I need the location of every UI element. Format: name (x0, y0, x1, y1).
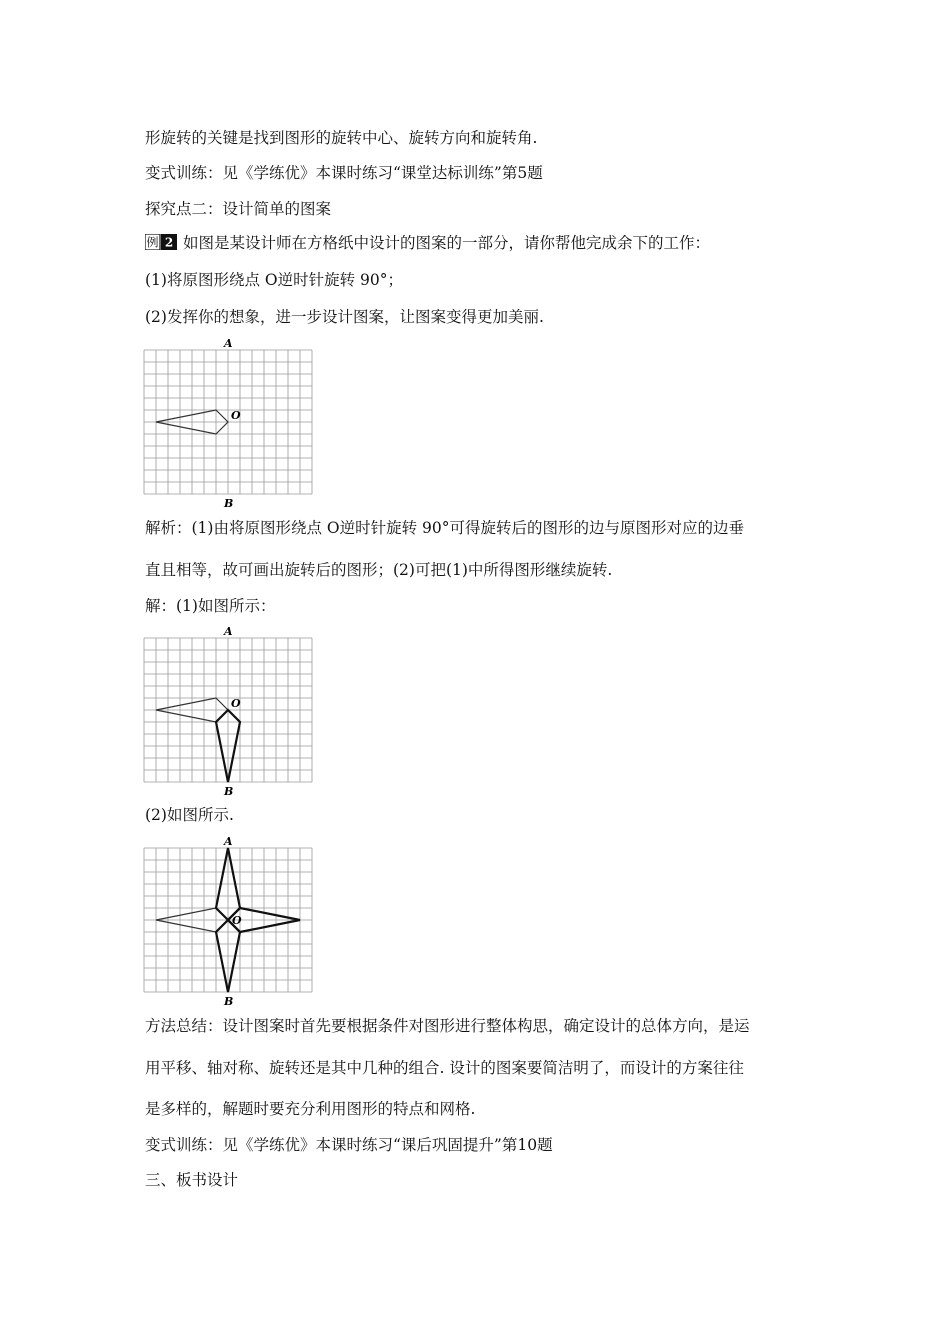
label-b: B (224, 785, 234, 798)
label-o: O (231, 697, 241, 710)
text-line-2: 变式训练：见《学练优》本课时练习“课堂达标训练”第5题 (145, 164, 543, 182)
section-heading-3: 三、板书设计 (145, 1171, 239, 1189)
solution-part-2: (2)如图所示. (145, 806, 234, 824)
variant-training-2: 变式训练：见《学练优》本课时练习“课后巩固提升”第10题 (145, 1136, 553, 1154)
method-summary-line-1: 方法总结：设计图案时首先要根据条件对图形进行整体构思，确定设计的总体方向，是运 (145, 1017, 750, 1035)
example-2-badge (145, 234, 177, 250)
question-part-1: (1)将原图形绕点 O逆时针旋转 90°； (145, 271, 403, 289)
figure-design (140, 834, 320, 1010)
solution-part-1: 解：(1)如图所示： (145, 597, 276, 615)
method-summary-line-3: 是多样的，解题时要充分利用图形的特点和网格. (145, 1100, 476, 1118)
figure-rotated (140, 624, 320, 800)
analysis-line-1: 解析：(1)由将原图形绕点 O逆时针旋转 90°可得旋转后的图形的边与原图形对应的边垂 (145, 519, 744, 537)
figure-original (140, 336, 320, 512)
badge-number: 2 (164, 235, 174, 250)
label-o: O (232, 914, 242, 927)
example-2-prompt (145, 233, 710, 253)
question-part-2: (2)发挥你的想象，进一步设计图案，让图案变得更加美丽. (145, 308, 544, 326)
label-a: A (224, 625, 233, 638)
badge-char: 例 (146, 235, 159, 250)
label-b: B (224, 497, 234, 510)
label-a: A (224, 835, 233, 848)
section-heading-2: 探究点二：设计简单的图案 (145, 200, 332, 218)
text-line-1: 形旋转的关键是找到图形的旋转中心、旋转方向和旋转角. (145, 129, 538, 147)
label-a: A (224, 337, 233, 350)
label-b: B (224, 995, 234, 1008)
analysis-line-2: 直且相等，故可画出旋转后的图形；(2)可把(1)中所得图形继续旋转. (145, 561, 613, 579)
label-o: O (231, 409, 241, 422)
example-2-text: 如图是某设计师在方格纸中设计的图案的一部分，请你帮他完成余下的工作： (183, 234, 711, 252)
method-summary-line-2: 用平移、轴对称、旋转还是其中几种的组合. 设计的图案要简洁明了，而设计的方案往往 (145, 1059, 744, 1077)
